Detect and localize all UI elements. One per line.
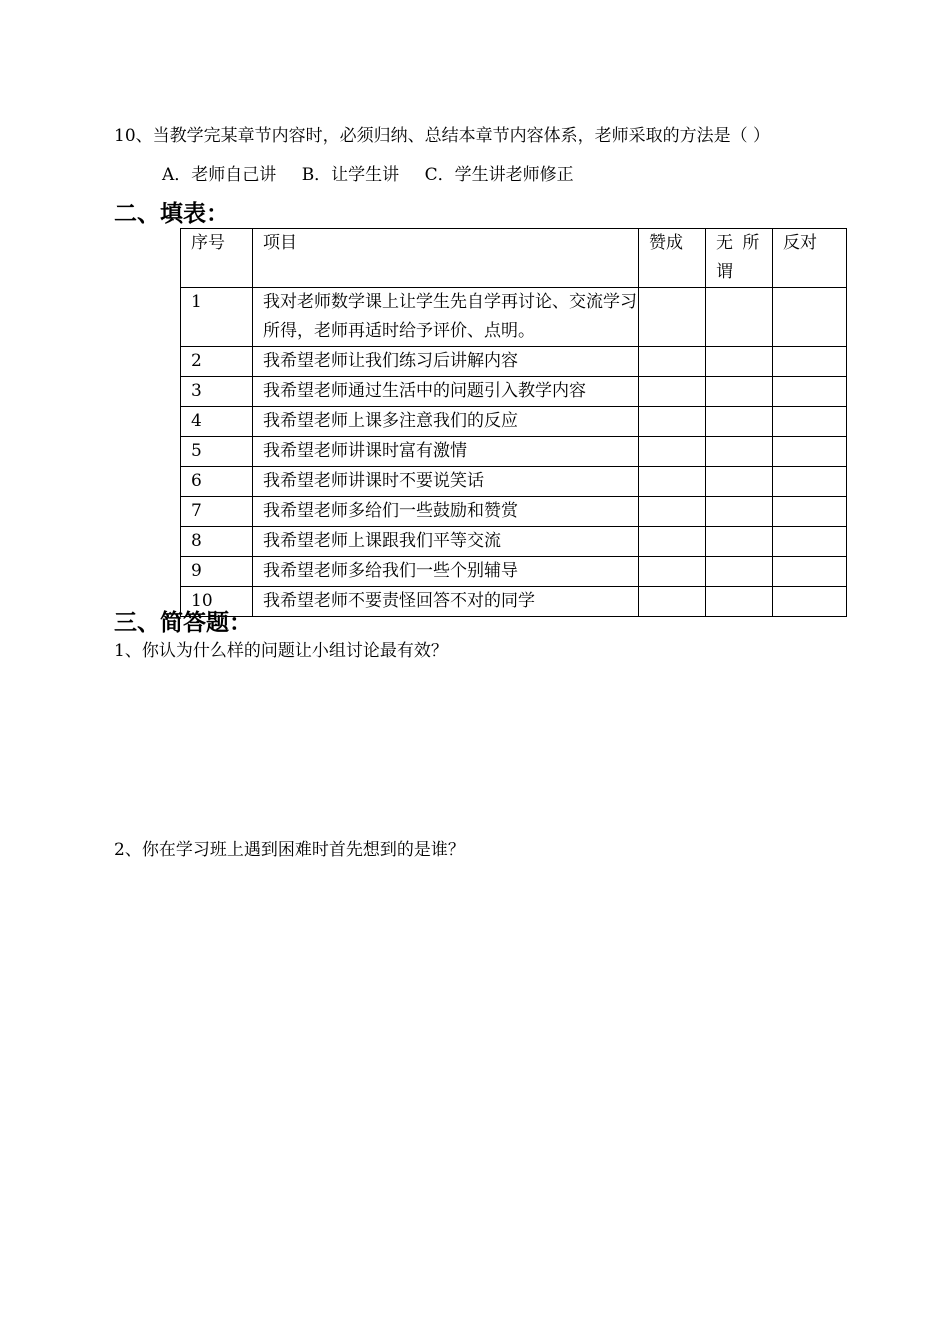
disagree-cell[interactable] <box>773 437 847 467</box>
indifferent-cell[interactable] <box>706 557 773 587</box>
table-row <box>181 437 847 467</box>
disagree-cell[interactable] <box>773 527 847 557</box>
disagree-cell[interactable] <box>773 407 847 437</box>
row-item: 我希望老师讲课时不要说笑话 <box>253 467 639 497</box>
indifferent-cell[interactable] <box>706 587 773 617</box>
row-number: 1 <box>181 288 253 347</box>
header-agree: 赞成 <box>639 229 706 288</box>
row-item: 我希望老师讲课时富有激情 <box>253 437 639 467</box>
row-number: 4 <box>181 407 253 437</box>
table-header-row <box>181 229 847 288</box>
option-c: C．学生讲老师修正 <box>424 165 574 185</box>
disagree-cell[interactable] <box>773 347 847 377</box>
short-answer-question-2: 2、你在学习班上遇到困难时首先想到的是谁？ <box>114 840 465 860</box>
row-number: 2 <box>181 347 253 377</box>
row-item: 我希望老师通过生活中的问题引入教学内容 <box>253 377 639 407</box>
indifferent-cell[interactable] <box>706 437 773 467</box>
row-number: 7 <box>181 497 253 527</box>
indifferent-cell[interactable] <box>706 347 773 377</box>
row-item: 我希望老师不要责怪回答不对的同学 <box>253 587 639 617</box>
table-row <box>181 377 847 407</box>
header-number: 序号 <box>181 229 253 288</box>
table-row <box>181 347 847 377</box>
header-disagree: 反对 <box>773 229 847 288</box>
disagree-cell[interactable] <box>773 467 847 497</box>
table-row <box>181 557 847 587</box>
question-10-options <box>162 163 594 187</box>
row-number: 10 <box>181 587 253 617</box>
table-row <box>181 467 847 497</box>
option-a: A．老师自己讲 <box>162 165 277 185</box>
table-row <box>181 288 847 347</box>
agree-cell[interactable] <box>639 527 706 557</box>
disagree-cell[interactable] <box>773 288 847 347</box>
row-number: 8 <box>181 527 253 557</box>
row-item: 我希望老师让我们练习后讲解内容 <box>253 347 639 377</box>
agree-cell[interactable] <box>639 407 706 437</box>
disagree-cell[interactable] <box>773 497 847 527</box>
header-indifferent: 无 所谓 <box>706 229 773 288</box>
agree-cell[interactable] <box>639 377 706 407</box>
agree-cell[interactable] <box>639 497 706 527</box>
disagree-cell[interactable] <box>773 587 847 617</box>
indifferent-cell[interactable] <box>706 288 773 347</box>
agree-cell[interactable] <box>639 288 706 347</box>
row-number: 3 <box>181 377 253 407</box>
agree-cell[interactable] <box>639 437 706 467</box>
section-3-title: 三、简答题： <box>114 610 252 636</box>
header-item: 项目 <box>253 229 639 288</box>
question-10-text: 10、当教学完某章节内容时，必须归纳、总结本章节内容体系，老师采取的方法是（ ） <box>114 126 771 146</box>
disagree-cell[interactable] <box>773 377 847 407</box>
short-answer-question-1: 1、你认为什么样的问题让小组讨论最有效？ <box>114 641 448 661</box>
agree-cell[interactable] <box>639 467 706 497</box>
indifferent-cell[interactable] <box>706 407 773 437</box>
row-item: 我希望老师上课跟我们平等交流 <box>253 527 639 557</box>
survey-table <box>180 228 847 617</box>
disagree-cell[interactable] <box>773 557 847 587</box>
indifferent-cell[interactable] <box>706 377 773 407</box>
table-row <box>181 587 847 617</box>
indifferent-cell[interactable] <box>706 467 773 497</box>
agree-cell[interactable] <box>639 347 706 377</box>
agree-cell[interactable] <box>639 587 706 617</box>
row-number: 5 <box>181 437 253 467</box>
section-2-title: 二、填表： <box>114 201 229 227</box>
indifferent-cell[interactable] <box>706 527 773 557</box>
row-item: 我希望老师上课多注意我们的反应 <box>253 407 639 437</box>
option-b: B．让学生讲 <box>301 165 400 185</box>
table-row <box>181 527 847 557</box>
row-number: 6 <box>181 467 253 497</box>
row-item: 我对老师数学课上让学生先自学再讨论、交流学习所得，老师再适时给予评价、点明。 <box>253 288 639 347</box>
row-item: 我希望老师多给们一些鼓励和赞赏 <box>253 497 639 527</box>
indifferent-cell[interactable] <box>706 497 773 527</box>
table-row <box>181 497 847 527</box>
table-row <box>181 407 847 437</box>
row-item: 我希望老师多给我们一些个别辅导 <box>253 557 639 587</box>
row-number: 9 <box>181 557 253 587</box>
agree-cell[interactable] <box>639 557 706 587</box>
